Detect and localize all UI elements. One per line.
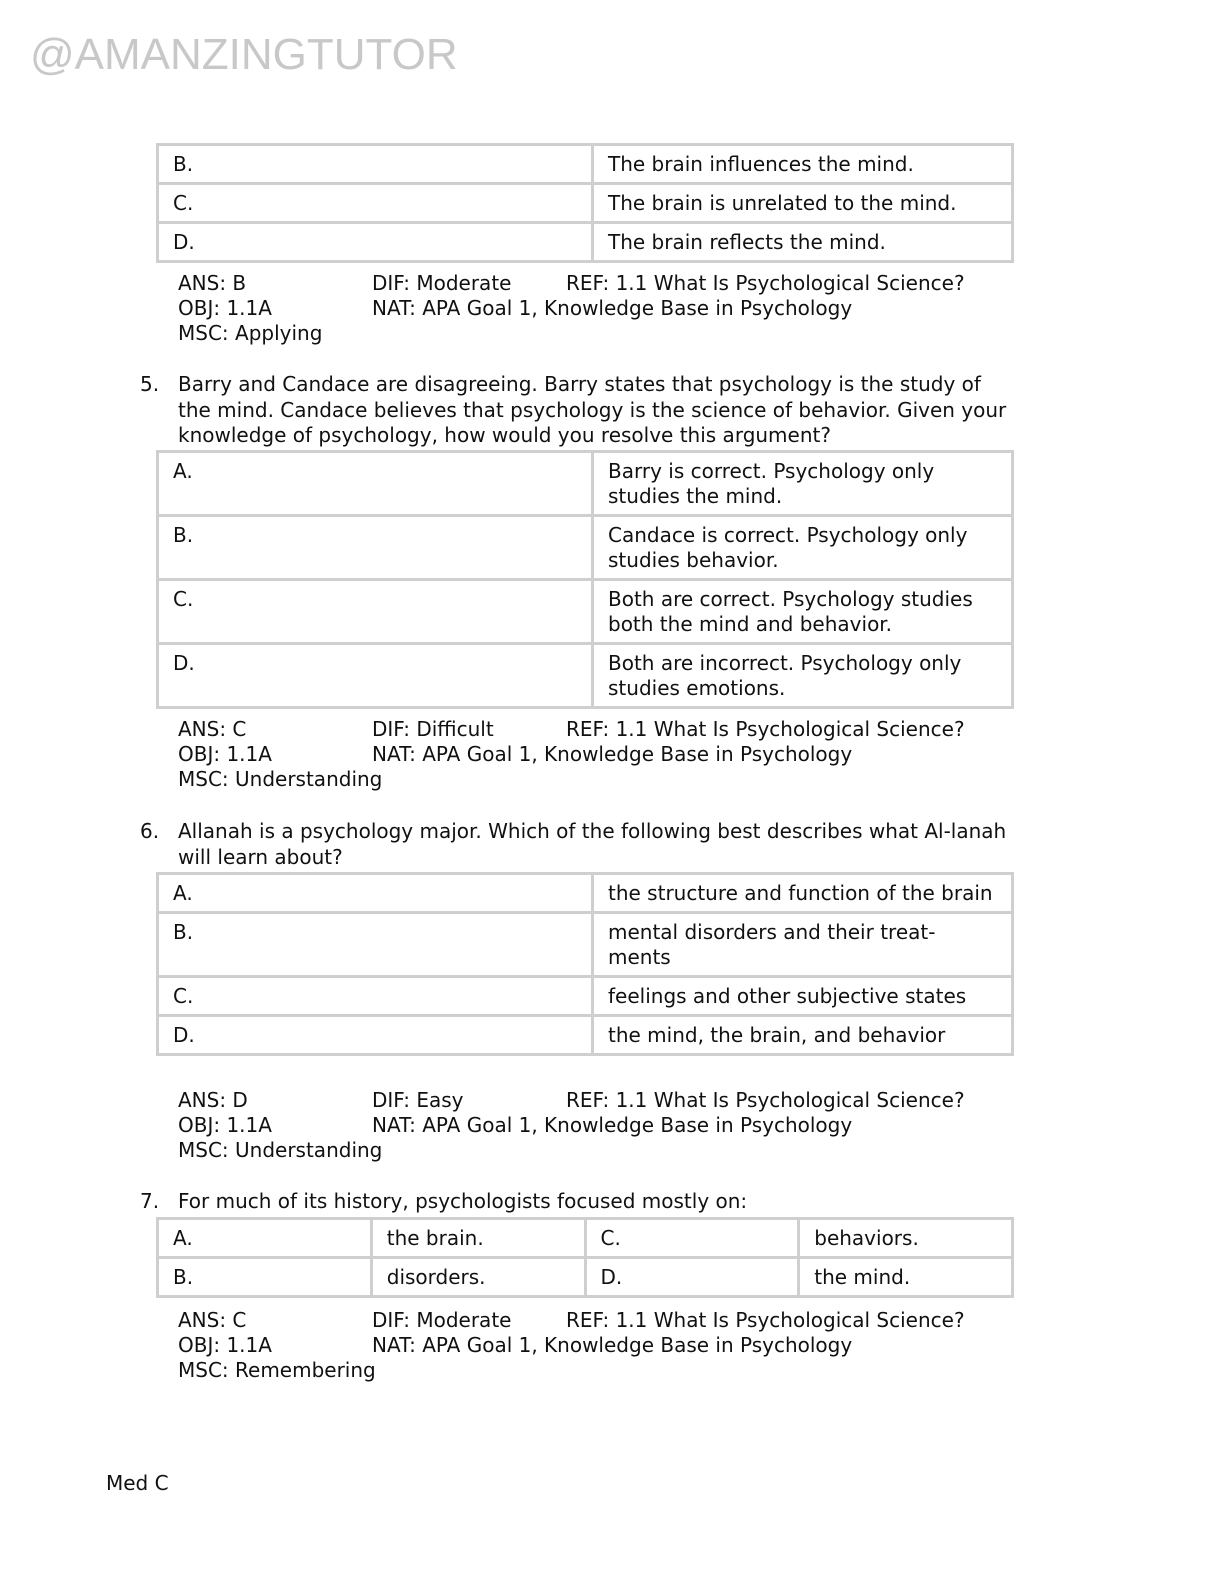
question-stem: Barry and Candace are disagreeing. Barry states that psychology is the study of the mind. Candace believes that psychology is the science of behavior. Given your knowledge of psychology, how would you resolve this argument? — [178, 372, 1007, 447]
option-text: Barry is correct. Psychology only studies the mind. — [593, 452, 1013, 516]
answer-meta-q6 — [178, 1088, 965, 1163]
question-stem: For much of its history, psychologists focused mostly on: — [178, 1189, 748, 1213]
option-letter: D. — [585, 1258, 799, 1297]
option-row — [158, 452, 1013, 516]
option-text: the mind. — [799, 1258, 1013, 1297]
option-letter: A. — [158, 874, 593, 913]
option-letter: B. — [158, 913, 593, 977]
question-number: 6. — [140, 819, 160, 843]
reference: REF: 1.1 What Is Psychological Science? — [566, 717, 965, 741]
national-standard: NAT: APA Goal 1, Knowledge Base in Psychology — [372, 1333, 853, 1357]
objective: OBJ: 1.1A — [178, 1113, 272, 1137]
question-6 — [140, 819, 1020, 870]
answer-meta-q7 — [178, 1308, 965, 1383]
option-letter: C. — [158, 580, 593, 644]
option-letter: C. — [158, 184, 593, 223]
option-letter: D. — [158, 223, 593, 262]
option-row — [158, 1258, 1013, 1297]
watermark: @AMANZINGTUTOR — [30, 30, 458, 79]
option-row — [158, 644, 1013, 708]
misc: MSC: Applying — [178, 321, 323, 345]
option-text: the brain. — [371, 1219, 585, 1258]
question-stem: Allanah is a psychology major. Which of the following best describes what Al-lanah will learn about? — [178, 819, 1007, 869]
national-standard: NAT: APA Goal 1, Knowledge Base in Psychology — [372, 742, 853, 766]
page-footer: Med C — [106, 1471, 169, 1495]
answer: ANS: C — [178, 717, 247, 741]
option-row — [158, 1219, 1013, 1258]
difficulty: DIF: Easy — [372, 1088, 464, 1112]
option-row — [158, 223, 1013, 262]
option-text: The brain is unrelated to the mind. — [593, 184, 1013, 223]
option-text: the mind, the brain, and behavior — [593, 1016, 1013, 1055]
question-7 — [140, 1189, 1020, 1215]
national-standard: NAT: APA Goal 1, Knowledge Base in Psychology — [372, 296, 853, 320]
answer: ANS: C — [178, 1308, 247, 1332]
option-text: Candace is correct. Psychology only studies behavior. — [593, 516, 1013, 580]
answer: ANS: D — [178, 1088, 248, 1112]
answer: ANS: B — [178, 271, 247, 295]
option-text: behaviors. — [799, 1219, 1013, 1258]
misc: MSC: Understanding — [178, 1138, 383, 1162]
options-table-q5 — [156, 450, 1014, 709]
national-standard: NAT: APA Goal 1, Knowledge Base in Psychology — [372, 1113, 853, 1137]
answer-meta-q4 — [178, 271, 965, 346]
option-row — [158, 184, 1013, 223]
option-text: Both are correct. Psychology studies both the mind and behavior. — [593, 580, 1013, 644]
option-row — [158, 145, 1013, 184]
option-row — [158, 977, 1013, 1016]
option-letter: C. — [158, 977, 593, 1016]
option-text: the structure and function of the brain — [593, 874, 1013, 913]
option-text: mental disorders and their treat-ments — [593, 913, 1013, 977]
difficulty: DIF: Difficult — [372, 717, 494, 741]
option-letter: C. — [585, 1219, 799, 1258]
option-row — [158, 913, 1013, 977]
option-letter: D. — [158, 1016, 593, 1055]
options-table-q6 — [156, 872, 1014, 1056]
option-row — [158, 1016, 1013, 1055]
objective: OBJ: 1.1A — [178, 742, 272, 766]
difficulty: DIF: Moderate — [372, 271, 512, 295]
option-text: The brain reflects the mind. — [593, 223, 1013, 262]
option-text: disorders. — [371, 1258, 585, 1297]
option-letter: B. — [158, 516, 593, 580]
option-text: The brain influences the mind. — [593, 145, 1013, 184]
objective: OBJ: 1.1A — [178, 296, 272, 320]
option-text: Both are incorrect. Psychology only studies emotions. — [593, 644, 1013, 708]
question-5 — [140, 372, 1020, 449]
difficulty: DIF: Moderate — [372, 1308, 512, 1332]
option-letter: D. — [158, 644, 593, 708]
reference: REF: 1.1 What Is Psychological Science? — [566, 271, 965, 295]
reference: REF: 1.1 What Is Psychological Science? — [566, 1308, 965, 1332]
misc: MSC: Remembering — [178, 1358, 376, 1382]
option-letter: A. — [158, 452, 593, 516]
options-table-q7 — [156, 1217, 1014, 1298]
answer-meta-q5 — [178, 717, 965, 792]
misc: MSC: Understanding — [178, 767, 383, 791]
options-table-q4 — [156, 143, 1014, 263]
option-row — [158, 516, 1013, 580]
option-row — [158, 874, 1013, 913]
option-text: feelings and other subjective states — [593, 977, 1013, 1016]
question-number: 5. — [140, 372, 160, 396]
question-number: 7. — [140, 1189, 160, 1213]
reference: REF: 1.1 What Is Psychological Science? — [566, 1088, 965, 1112]
objective: OBJ: 1.1A — [178, 1333, 272, 1357]
option-row — [158, 580, 1013, 644]
option-letter: B. — [158, 1258, 372, 1297]
option-letter: B. — [158, 145, 593, 184]
option-letter: A. — [158, 1219, 372, 1258]
